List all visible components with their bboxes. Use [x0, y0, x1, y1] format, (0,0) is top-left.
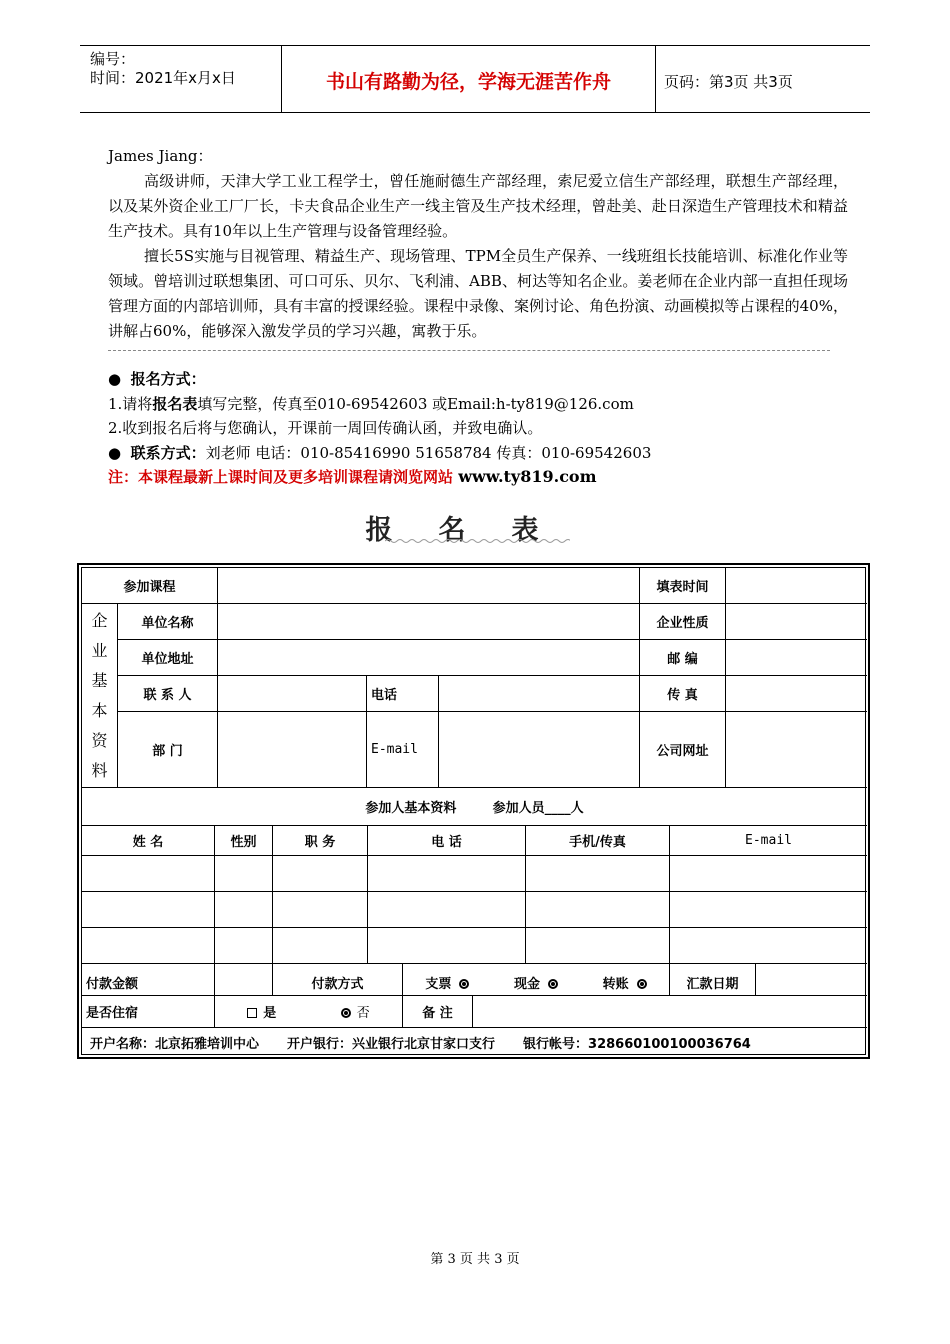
option-cash[interactable]: 现金 — [514, 973, 558, 992]
instructor-name: James Jiang： — [108, 147, 213, 165]
table-row-cell[interactable] — [215, 928, 273, 964]
payment-amount-label: 付款金额 — [82, 964, 215, 996]
col-name: 姓 名 — [82, 826, 215, 856]
participants-count: 参加人员____人 — [492, 801, 584, 816]
table-row-cell[interactable] — [82, 928, 215, 964]
table-row-cell[interactable] — [273, 928, 368, 964]
signup-heading: 报名方式： — [130, 370, 206, 388]
lodging-no[interactable]: 否 — [341, 1002, 370, 1021]
col-phone: 电 话 — [368, 826, 526, 856]
department-label: 部 门 — [118, 712, 218, 788]
radio-icon — [548, 979, 558, 989]
website-note: 注：本课程最新上课时间及更多培训课程请浏览网站 www.ty819.com — [108, 467, 597, 486]
form-title: 报名表 — [365, 515, 585, 546]
table-row-cell[interactable] — [526, 928, 670, 964]
table-row-cell[interactable] — [670, 856, 867, 892]
unit-name-input[interactable] — [218, 604, 640, 640]
course-input[interactable] — [218, 568, 640, 604]
registration-form — [77, 563, 870, 1059]
radio-icon — [341, 1008, 351, 1018]
table-row-cell[interactable] — [526, 856, 670, 892]
header-page-number: 页码：第3页 共3页 — [664, 73, 793, 91]
radio-icon — [459, 979, 469, 989]
address-input[interactable] — [218, 640, 640, 676]
col-mobile-fax: 手机/传真 — [526, 826, 670, 856]
signup-section — [108, 367, 848, 490]
signup-step-1: 1.请将报名表填写完整，传真至010-69542603 或Email:h-ty819@126.com — [108, 394, 634, 413]
table-row-cell[interactable] — [215, 892, 273, 928]
fill-time-input[interactable] — [726, 568, 867, 604]
col-position: 职 务 — [273, 826, 368, 856]
remarks-label: 备 注 — [403, 996, 473, 1028]
option-check[interactable]: 支票 — [425, 973, 469, 992]
company-website-label: 公司网址 — [640, 712, 726, 788]
radio-icon — [637, 979, 647, 989]
table-row-cell[interactable] — [368, 892, 526, 928]
website-link[interactable]: www.ty819.com — [458, 467, 597, 486]
phone-input[interactable] — [439, 676, 640, 712]
table-row-cell[interactable] — [82, 856, 215, 892]
phone-label: 电话 — [367, 676, 439, 712]
company-nature-label: 企业性质 — [640, 604, 726, 640]
unit-name-label: 单位名称 — [118, 604, 218, 640]
col-email: E-mail — [670, 826, 867, 856]
contact-person-label: 联 系 人 — [118, 676, 218, 712]
table-row-cell[interactable] — [670, 892, 867, 928]
course-label: 参加课程 — [82, 568, 218, 604]
bank-name: 开户银行：兴业银行北京甘家口支行 — [287, 1036, 496, 1052]
account-name: 开户名称：北京拓雅培训中心 — [90, 1036, 260, 1052]
table-row-cell[interactable] — [670, 928, 867, 964]
lodging-options — [215, 996, 403, 1028]
payment-method-label: 付款方式 — [273, 964, 403, 996]
serial-label: 编号： — [90, 50, 136, 68]
page-header — [80, 45, 870, 113]
bio-paragraph-2: 擅长5S实施与目视管理、精益生产、现场管理、TPM全员生产保养、一线班组长技能培训、标准化作业等领域。曾培训过联想集团、可口可乐、贝尔、飞利浦、ABB、柯达等知名企业。姜老师在企业内部一直担任现场管理方面的内部培训师，具有丰富的授课经验。课程中录像、案例讨论、角色扮演、动画模拟等占课程的40%，讲解占60%，能够深入激发学员的学习兴趣，寓教于乐。 — [108, 247, 848, 340]
postcode-input[interactable] — [726, 640, 867, 676]
header-motto: 书山有路勤为径，学海无涯苦作舟 — [282, 46, 656, 112]
bullet-icon: ● — [108, 370, 122, 388]
table-row-cell[interactable] — [526, 892, 670, 928]
option-transfer[interactable]: 转账 — [603, 973, 647, 992]
table-row-cell[interactable] — [215, 856, 273, 892]
email-input[interactable] — [439, 712, 640, 788]
table-row-cell[interactable] — [368, 928, 526, 964]
col-gender: 性别 — [215, 826, 273, 856]
company-info-section-label: 企 业 基 本 资 料 — [82, 604, 118, 788]
bank-info — [82, 1028, 867, 1056]
remit-date-input[interactable] — [756, 964, 867, 996]
contact-line: ● 联系方式：刘老师 电话：010-85416990 51658784 传真：010-69542603 — [108, 443, 652, 462]
header-meta — [80, 46, 282, 112]
checkbox-icon — [247, 1008, 257, 1018]
table-row-cell[interactable] — [273, 856, 368, 892]
bullet-icon: ● — [108, 443, 122, 462]
table-row-cell[interactable] — [368, 856, 526, 892]
remit-date-label: 汇款日期 — [670, 964, 756, 996]
fax-label: 传 真 — [640, 676, 726, 712]
company-nature-input[interactable] — [726, 604, 867, 640]
remarks-input[interactable] — [473, 996, 867, 1028]
lodging-label: 是否住宿 — [82, 996, 215, 1028]
footer-page-number: 第 3 页 共 3 页 — [430, 1252, 520, 1267]
dashed-divider — [108, 350, 830, 351]
company-website-input[interactable] — [726, 712, 867, 788]
payment-amount-input[interactable] — [215, 964, 273, 996]
signup-step-2: 2.收到报名后将与您确认，开课前一周回传确认函，并致电确认。 — [108, 419, 543, 437]
address-label: 单位地址 — [118, 640, 218, 676]
fax-input[interactable] — [726, 676, 867, 712]
instructor-bio — [108, 144, 848, 344]
title-underline-wave — [385, 538, 570, 544]
fill-time-label: 填表时间 — [640, 568, 726, 604]
table-row-cell[interactable] — [273, 892, 368, 928]
lodging-yes[interactable]: 是 — [247, 1002, 276, 1021]
department-input[interactable] — [218, 712, 367, 788]
payment-options — [403, 964, 670, 996]
bio-paragraph-1: 高级讲师，天津大学工业工程学士，曾任施耐德生产部经理，索尼爱立信生产部经理，联想生产部经理，以及某外资企业工厂厂长，卡夫食品企业生产一线主管及生产技术经理，曾赴美、赴日深造生产管理技术和精益生产技术。具有10年以上生产管理与设备管理经验。 — [108, 172, 848, 240]
contact-person-input[interactable] — [218, 676, 367, 712]
table-row-cell[interactable] — [82, 892, 215, 928]
date-label: 时间：2021年x月x日 — [90, 69, 236, 87]
account-number: 银行帐号：328660100100036764 — [523, 1036, 751, 1052]
postcode-label: 邮 编 — [640, 640, 726, 676]
participants-title: 参加人基本资料 参加人员____人 — [82, 788, 867, 826]
email-label: E-mail — [367, 712, 439, 788]
